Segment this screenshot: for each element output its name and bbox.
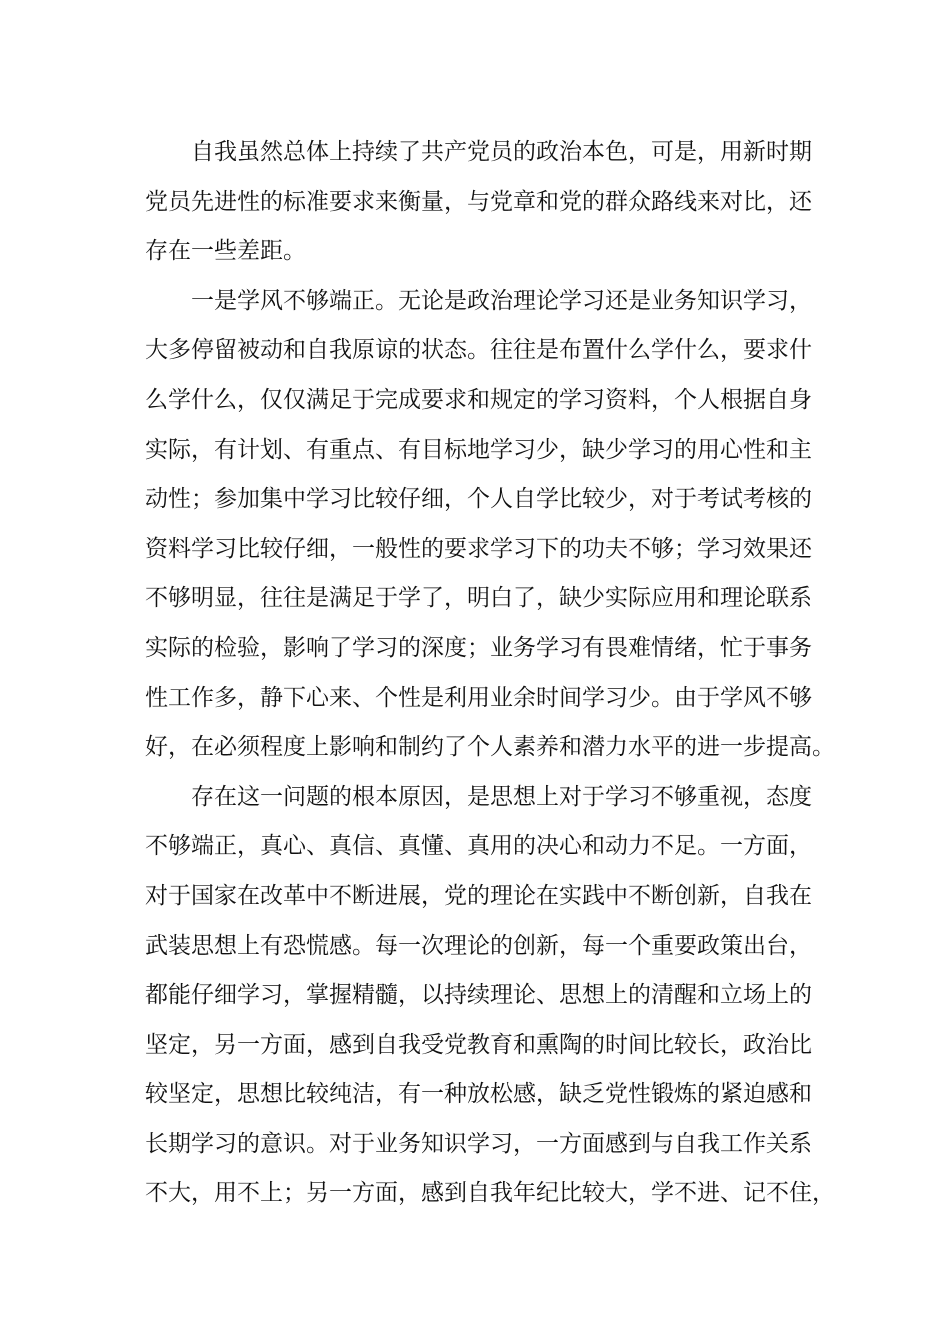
text-line: 坚定，另一方面，感到自我受党教育和熏陶的时间比较长，政治比: [145, 1031, 812, 1058]
text-line: 不大，用不上；另一方面，感到自我年纪比较大，学不进、记不住，: [145, 1180, 835, 1207]
text-line: 武装思想上有恐慌感。每一次理论的创新，每一个重要政策出台，: [145, 932, 812, 959]
text-line: 自我虽然总体上持续了共产党员的政治本色，可是，用新时期: [191, 139, 812, 165]
text-line: 不够端正，真心、真信、真懂、真用的决心和动力不足。一方面，: [145, 833, 812, 860]
text-line: 较坚定，思想比较纯洁，有一种放松感，缺乏党性锻炼的紧迫感和: [145, 1081, 812, 1108]
text-line: 实际的检验，影响了学习的深度；业务学习有畏难情绪，忙于事务: [145, 634, 812, 661]
text-line: 么学什么，仅仅满足于完成要求和规定的学习资料，个人根据自身: [145, 386, 812, 413]
text-line: 动性；参加集中学习比较仔细，个人自学比较少，对于考试考核的: [145, 486, 812, 513]
text-line: 一是学风不够端正。无论是政治理论学习还是业务知识学习，: [191, 287, 812, 314]
text-line: 都能仔细学习，掌握精髓，以持续理论、思想上的清醒和立场上的: [145, 982, 812, 1009]
text-line: 好，在必须程度上影响和制约了个人素养和潜力水平的进一步提高。: [145, 734, 835, 761]
text-line: 实际，有计划、有重点、有目标地学习少，缺少学习的用心性和主: [145, 436, 812, 463]
paragraph-root-cause: [145, 773, 835, 1219]
text-line: 存在一些差距。: [145, 238, 306, 265]
text-line: 不够明显，往往是满足于学了，明白了，缺少实际应用和理论联系: [145, 585, 812, 612]
text-line: 资料学习比较仔细，一般性的要求学习下的功夫不够；学习效果还: [145, 535, 812, 562]
paragraph-intro: [145, 128, 835, 277]
text-line: 大多停留被动和自我原谅的状态。往往是布置什么学什么，要求什: [145, 337, 812, 364]
text-line: 党员先进性的标准要求来衡量，与党章和党的群众路线来对比，还: [145, 188, 812, 215]
text-line: 长期学习的意识。对于业务知识学习，一方面感到与自我工作关系: [145, 1130, 812, 1157]
paragraph-study-style: [145, 277, 835, 773]
text-line: 性工作多，静下心来、个性是利用业余时间学习少。由于学风不够: [145, 684, 812, 711]
text-line: 存在这一问题的根本原因，是思想上对于学习不够重视，态度: [191, 783, 812, 810]
document-body: [145, 128, 835, 1219]
text-line: 对于国家在改革中不断进展，党的理论在实践中不断创新，自我在: [145, 882, 812, 909]
